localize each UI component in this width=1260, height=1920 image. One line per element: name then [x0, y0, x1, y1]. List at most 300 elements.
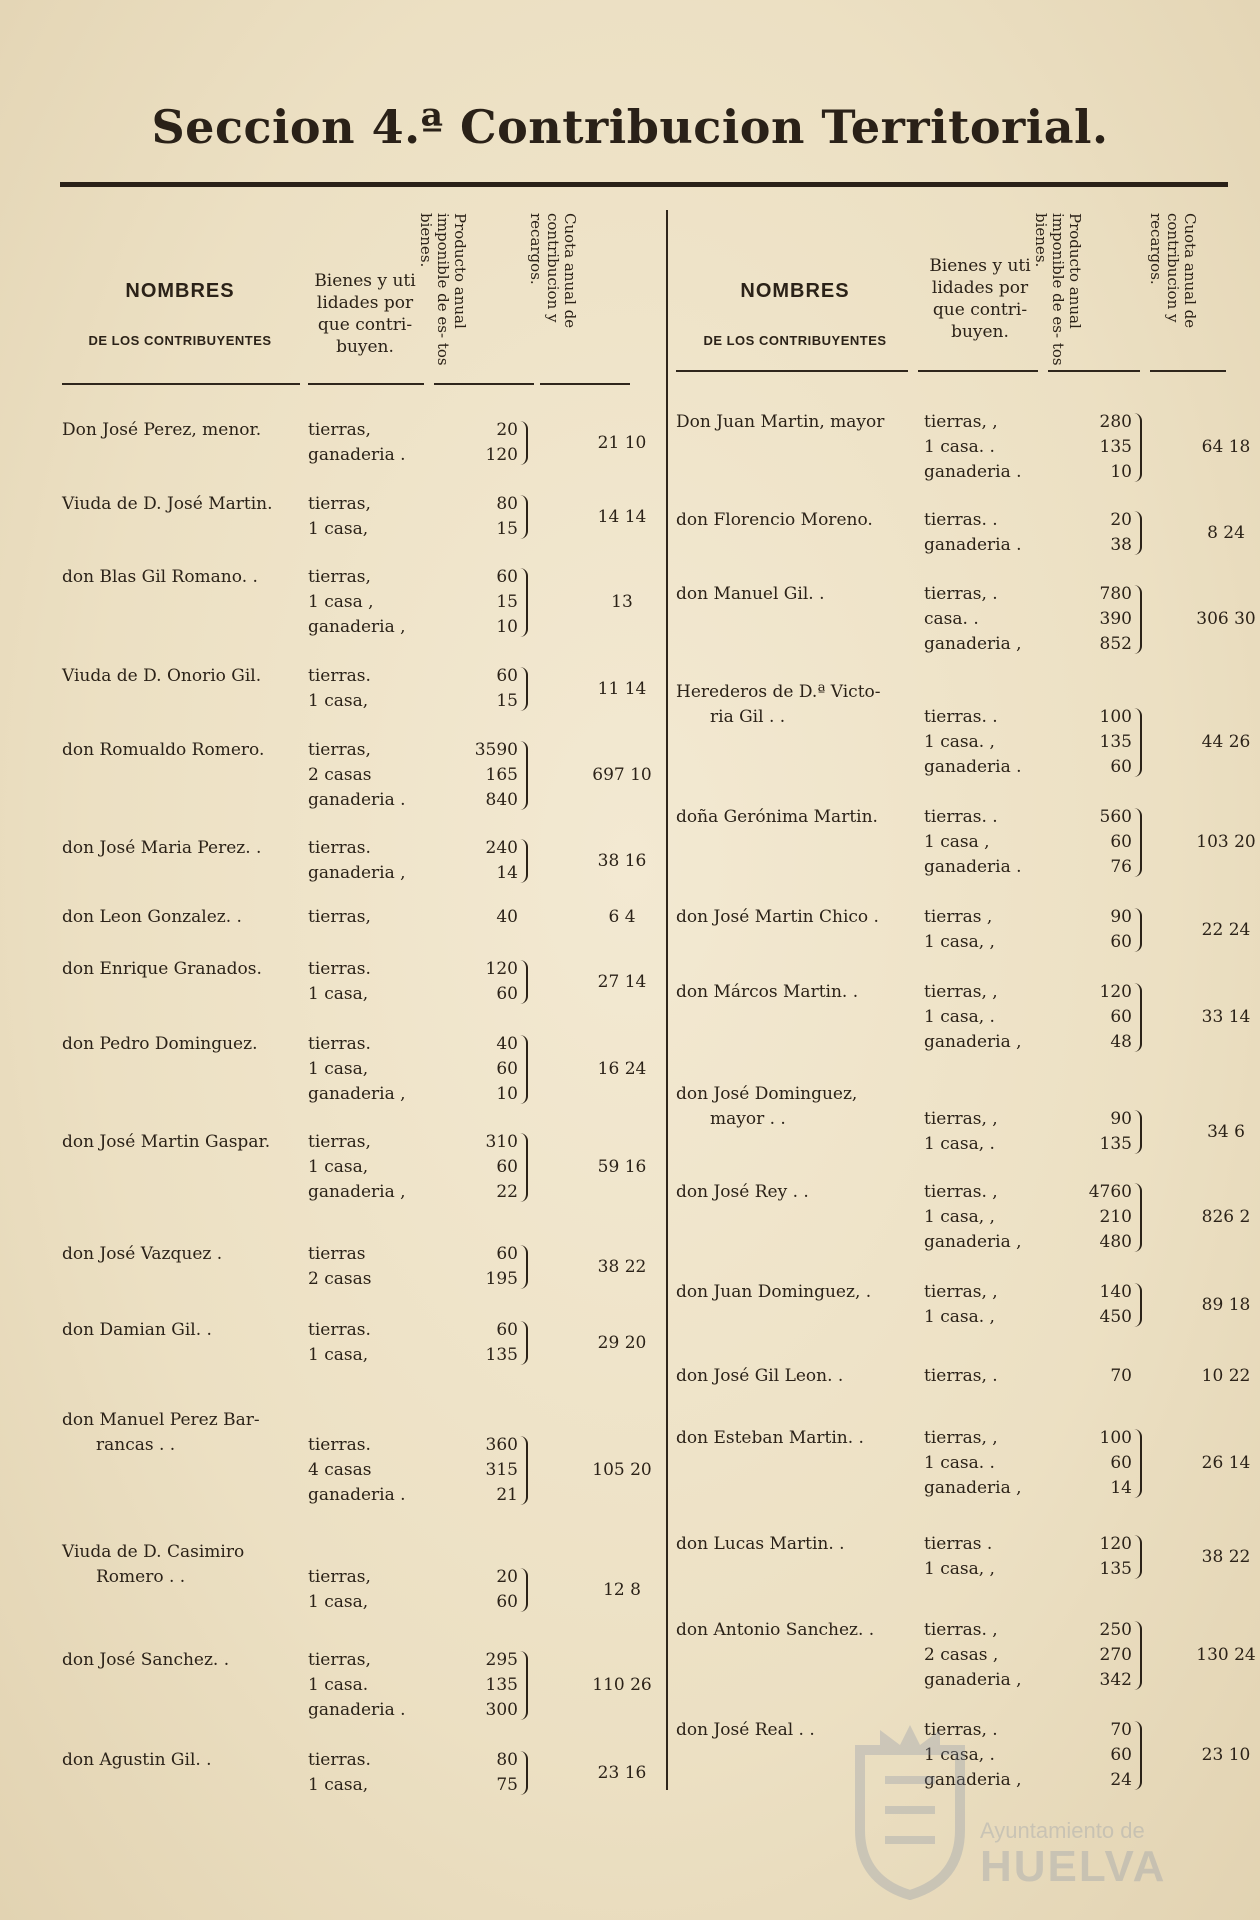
- contributor-name: [676, 905, 879, 930]
- brace-mark: [520, 495, 528, 539]
- property-item: 1 casa,: [308, 1157, 369, 1177]
- brace-mark: [1134, 708, 1142, 777]
- property-item: tierras, ,: [924, 1109, 998, 1129]
- property-items: [308, 957, 371, 1007]
- product-values: [460, 1032, 518, 1107]
- names-header-subtitle: DE LOS CONTRIBUYENTES: [88, 333, 272, 348]
- property-item: ganaderia .: [924, 757, 1022, 777]
- property-item: ganaderia ,: [308, 863, 406, 883]
- cuota-value: 10 22: [1201, 1366, 1251, 1386]
- property-item: ganaderia ,: [924, 1670, 1022, 1690]
- property-item: tierras, .: [924, 584, 998, 604]
- contributor-name: [676, 1280, 871, 1305]
- product-value: 135: [485, 1675, 518, 1695]
- cuota-value: 12 8: [603, 1579, 641, 1600]
- cuota-value: 13: [611, 592, 633, 612]
- entry-row: [62, 1032, 647, 1122]
- contributor-name-line: don José Martin Gaspar.: [62, 1132, 271, 1152]
- property-item: 1 casa, .: [924, 1007, 995, 1027]
- product-value: 60: [1110, 1007, 1132, 1027]
- right-header-rule: [1048, 370, 1140, 372]
- contributor-name: [676, 805, 878, 830]
- brace-mark: [1134, 1621, 1142, 1690]
- property-item: ganaderia .: [308, 445, 406, 465]
- names-header: [60, 205, 300, 383]
- contributor-name-line: don Manuel Perez Bar-: [62, 1410, 260, 1430]
- product-value: 20: [1110, 510, 1132, 530]
- product-value: 70: [1110, 1366, 1132, 1386]
- property-item: 1 casa,: [308, 1345, 369, 1365]
- property-items: [924, 1180, 1022, 1255]
- entry-row: [62, 1648, 652, 1738]
- product-values: [1074, 905, 1132, 955]
- property-items: [308, 418, 406, 468]
- property-item: ganaderia ,: [924, 1232, 1022, 1252]
- contributor-name: [62, 836, 261, 861]
- property-items: [924, 1364, 998, 1389]
- property-item: 1 casa. ,: [924, 732, 995, 752]
- property-items: [924, 805, 1022, 880]
- product-values: [460, 905, 518, 930]
- product-value: 100: [1099, 707, 1132, 727]
- left-header-rule: [434, 383, 534, 385]
- product-values: [460, 1318, 518, 1368]
- property-item: 1 casa. .: [924, 437, 995, 457]
- brace-mark: [520, 1321, 528, 1365]
- product-value: 90: [1110, 907, 1132, 927]
- contributor-name-line: don José Rey . .: [676, 1182, 809, 1202]
- entry-row: [676, 1426, 1251, 1516]
- property-item: ganaderia ,: [924, 634, 1022, 654]
- cuota-value: 38 22: [597, 1256, 647, 1277]
- product-value: 310: [485, 1132, 518, 1152]
- product-value: 60: [1110, 832, 1132, 852]
- cuota-value: 103 20: [1196, 832, 1256, 852]
- brace-mark: [1134, 908, 1142, 952]
- property-item: tierras,: [308, 494, 371, 514]
- cuota-value: 8 24: [1207, 522, 1245, 543]
- contributor-name-line: don José Real . .: [676, 1720, 815, 1740]
- contributor-name-line: don Florencio Moreno.: [676, 510, 873, 530]
- bienes-header: Bienes y uti lidades por que contri- buyen.: [314, 271, 416, 357]
- product-value: 60: [1110, 757, 1132, 777]
- product-value: 70: [1110, 1720, 1132, 1740]
- product-value: 90: [1110, 1109, 1132, 1129]
- product-value: 360: [485, 1435, 518, 1455]
- entry-row: [62, 1408, 652, 1505]
- property-item: ganaderia ,: [924, 1770, 1022, 1790]
- product-values: [460, 957, 518, 1007]
- right-header-rule: [1150, 370, 1226, 372]
- left-header: [60, 205, 640, 383]
- product-value: 390: [1099, 609, 1132, 629]
- property-item: tierras,: [308, 1132, 371, 1152]
- property-item: 1 casa, ,: [924, 1207, 995, 1227]
- names-header-title: NOMBRES: [125, 280, 235, 302]
- contributor-name: [676, 1618, 874, 1643]
- property-item: ganaderia .: [924, 535, 1022, 555]
- cuota-value: 44 26: [1201, 732, 1251, 752]
- product-values: [1074, 1107, 1132, 1157]
- brace-mark: [520, 1133, 528, 1202]
- contributor-name-line: don José Gil Leon. .: [676, 1366, 844, 1386]
- contributor-name: [62, 1408, 260, 1458]
- producto-header: Producto anual imponible de es- tos bienes.: [417, 213, 469, 366]
- product-value: 840: [485, 790, 518, 810]
- property-items: [924, 1426, 1022, 1501]
- brace-mark: [1134, 413, 1142, 482]
- entry-row: [676, 1082, 1245, 1172]
- product-value: 75: [496, 1775, 518, 1795]
- contributor-name: [62, 1032, 257, 1057]
- product-values: [460, 1648, 518, 1723]
- product-value: 240: [485, 838, 518, 858]
- product-value: 210: [1099, 1207, 1132, 1227]
- property-item: tierras.: [308, 959, 371, 979]
- product-values: [460, 565, 518, 640]
- property-item: tierras. .: [924, 707, 998, 727]
- property-item: ganaderia .: [924, 462, 1022, 482]
- contributor-name-line: doña Gerónima Martin.: [676, 807, 878, 827]
- contributor-name: [62, 492, 273, 517]
- brace-mark: [520, 960, 528, 1004]
- product-value: 120: [485, 959, 518, 979]
- contributor-name: [676, 1532, 845, 1557]
- contributor-name-line: Don Juan Martin, mayor: [676, 412, 885, 432]
- brace-mark: [1134, 808, 1142, 877]
- property-item: tierras. .: [924, 510, 998, 530]
- brace-mark: [520, 1035, 528, 1104]
- property-item: 1 casa ,: [924, 832, 990, 852]
- product-value: 135: [485, 1345, 518, 1365]
- entry-row: [676, 1618, 1256, 1708]
- brace-mark: [520, 839, 528, 883]
- property-item: tierras, ,: [924, 1282, 998, 1302]
- property-item: tierras .: [924, 1534, 993, 1554]
- property-item: tierras, .: [924, 1720, 998, 1740]
- brace-mark: [520, 741, 528, 810]
- product-value: 60: [496, 1059, 518, 1079]
- brace-mark: [1134, 1535, 1142, 1579]
- property-items: [308, 836, 406, 886]
- entry-row: [676, 582, 1256, 672]
- brace-mark: [520, 667, 528, 711]
- product-values: [460, 1748, 518, 1798]
- property-item: tierras. ,: [924, 1620, 998, 1640]
- product-value: 60: [496, 984, 518, 1004]
- cuota-value: 38 22: [1201, 1546, 1251, 1567]
- property-items: [924, 1280, 998, 1330]
- product-value: 450: [1099, 1307, 1132, 1327]
- contributor-name: [62, 738, 264, 763]
- property-item: casa. .: [924, 609, 979, 629]
- product-values: [460, 418, 518, 468]
- cuota-value: 64 18: [1201, 437, 1251, 457]
- product-value: 300: [485, 1700, 518, 1720]
- product-value: 100: [1099, 1428, 1132, 1448]
- product-value: 14: [496, 863, 518, 883]
- contributor-name: [676, 1180, 809, 1205]
- product-values: [1074, 805, 1132, 880]
- property-item: ganaderia ,: [308, 1182, 406, 1202]
- entry-row: [676, 1180, 1251, 1270]
- product-value: 60: [496, 1592, 518, 1612]
- property-item: tierras, ,: [924, 982, 998, 1002]
- contributor-name-line: don Antonio Sanchez. .: [676, 1620, 875, 1640]
- product-value: 120: [485, 445, 518, 465]
- product-values: [1074, 1618, 1132, 1693]
- cuota-value: 23 10: [1201, 1745, 1251, 1765]
- property-item: tierras,: [308, 420, 371, 440]
- contributor-name: [676, 1082, 857, 1132]
- contributor-name: [62, 664, 261, 689]
- property-item: 1 casa, ,: [924, 1559, 995, 1579]
- property-item: tierras, ,: [924, 1428, 998, 1448]
- entry-row: [676, 805, 1256, 895]
- product-value: 60: [496, 1320, 518, 1340]
- product-values: [1074, 705, 1132, 780]
- product-values: [1074, 980, 1132, 1055]
- names-header: [675, 205, 915, 383]
- cuota-value: 130 24: [1196, 1645, 1256, 1665]
- product-value: 4760: [1088, 1182, 1132, 1202]
- contributor-name: [62, 418, 261, 443]
- cuota-value: 306 30: [1196, 609, 1256, 629]
- product-value: 135: [1099, 437, 1132, 457]
- property-items: [924, 1107, 998, 1157]
- property-item: ganaderia ,: [308, 1084, 406, 1104]
- product-values: [1074, 1364, 1132, 1389]
- product-value: 315: [485, 1460, 518, 1480]
- property-item: 1 casa. ,: [924, 1307, 995, 1327]
- contributor-name-line: don José Martin Chico .: [676, 907, 879, 927]
- brace-mark: [520, 1751, 528, 1795]
- product-values: [460, 738, 518, 813]
- contributor-name-line: Viuda de D. Casimiro: [62, 1542, 245, 1562]
- property-item: 4 casas: [308, 1460, 372, 1480]
- watermark-line2: HUELVA: [980, 1842, 1167, 1891]
- cuota-value: 16 24: [597, 1059, 647, 1079]
- property-items: [308, 1648, 406, 1723]
- product-values: [1074, 1426, 1132, 1501]
- right-header-rule: [676, 370, 908, 372]
- product-value: 10: [496, 1084, 518, 1104]
- entry-row: [62, 565, 642, 655]
- cuota-header: Cuota anual de contribucion y recargos.: [1147, 213, 1199, 329]
- contributor-name: [676, 508, 873, 533]
- product-value: 60: [1110, 1453, 1132, 1473]
- property-item: tierras, .: [924, 1366, 998, 1386]
- property-items: [308, 1565, 371, 1615]
- contributor-name-line: Viuda de D. José Martin.: [62, 494, 273, 514]
- property-item: 1 casa, .: [924, 1134, 995, 1154]
- left-header-rule: [540, 383, 630, 385]
- property-items: [308, 1242, 371, 1292]
- property-item: tierras.: [308, 666, 371, 686]
- property-item: tierras,: [308, 907, 371, 927]
- entry-row: [62, 1318, 647, 1408]
- product-value: 295: [485, 1650, 518, 1670]
- property-items: [924, 1532, 995, 1582]
- right-header-rule: [918, 370, 1038, 372]
- contributor-name: [62, 1748, 212, 1773]
- product-value: 250: [1099, 1620, 1132, 1640]
- contributor-name: [676, 1718, 815, 1743]
- cuota-value: 826 2: [1201, 1207, 1251, 1227]
- product-value: 38: [1110, 535, 1132, 555]
- cuota-value: 14 14: [597, 506, 647, 527]
- brace-mark: [1134, 585, 1142, 654]
- property-item: ganaderia .: [924, 857, 1022, 877]
- contributor-name-line: don Lucas Martin. .: [676, 1534, 845, 1554]
- property-item: ganaderia .: [308, 790, 406, 810]
- watermark: [850, 1720, 1230, 1910]
- contributor-name: [676, 1364, 843, 1389]
- cuota-value: 6 4: [608, 907, 636, 927]
- contributor-name: [62, 1540, 244, 1590]
- product-value: 852: [1099, 634, 1132, 654]
- product-value: 60: [496, 567, 518, 587]
- product-value: 165: [485, 765, 518, 785]
- property-item: tierras,: [308, 1650, 371, 1670]
- product-value: 60: [496, 1244, 518, 1264]
- cuota-value: 23 16: [597, 1762, 647, 1783]
- contributor-name: [676, 980, 858, 1005]
- product-value: 14: [1110, 1478, 1132, 1498]
- contributor-name-line: rancas . .: [96, 1435, 176, 1455]
- title-rule: [60, 182, 1228, 187]
- contributor-name-line: don José Dominguez,: [676, 1084, 858, 1104]
- contributor-name-line: ria Gil . .: [710, 707, 786, 727]
- contributor-name: [62, 905, 242, 930]
- brace-mark: [520, 1568, 528, 1612]
- product-value: 80: [496, 1750, 518, 1770]
- product-value: 20: [496, 420, 518, 440]
- product-values: [460, 1242, 518, 1292]
- property-items: [924, 980, 1022, 1055]
- product-value: 195: [485, 1269, 518, 1289]
- property-items: [924, 905, 995, 955]
- page-title: Seccion 4.ª Contribucion Territorial.: [151, 100, 1109, 154]
- product-value: 280: [1099, 412, 1132, 432]
- contributor-name: [676, 1426, 864, 1451]
- property-item: 1 casa,: [308, 984, 369, 1004]
- contributor-name: [676, 410, 884, 435]
- entry-row: [676, 1280, 1251, 1370]
- property-items: [924, 508, 1022, 558]
- product-value: 3590: [474, 740, 518, 760]
- cuota-value: 26 14: [1201, 1453, 1251, 1473]
- contributor-name-line: don Agustin Gil. .: [62, 1750, 212, 1770]
- product-value: 780: [1099, 584, 1132, 604]
- property-item: ganaderia .: [308, 1485, 406, 1505]
- property-item: 1 casa, ,: [924, 932, 995, 952]
- brace-mark: [1134, 983, 1142, 1052]
- contributor-name-line: don José Maria Perez. .: [62, 838, 262, 858]
- property-items: [308, 1318, 371, 1368]
- property-item: 1 casa ,: [308, 592, 374, 612]
- property-item: tierras.: [308, 1034, 371, 1054]
- product-value: 40: [496, 1034, 518, 1054]
- product-value: 48: [1110, 1032, 1132, 1052]
- cuota-value: 34 6: [1207, 1121, 1245, 1142]
- contributor-name-line: don José Sanchez. .: [62, 1650, 230, 1670]
- product-value: 60: [496, 666, 518, 686]
- contributor-name-line: don Esteban Martin. .: [676, 1428, 864, 1448]
- left-header-rule: [62, 383, 300, 385]
- property-items: [308, 738, 406, 813]
- contributor-name-line: Romero . .: [96, 1567, 186, 1587]
- entry-row: [62, 738, 652, 828]
- product-value: 15: [496, 519, 518, 539]
- contributor-name-line: Viuda de D. Onorio Gil.: [62, 666, 262, 686]
- property-item: tierras.: [308, 1320, 371, 1340]
- product-value: 24: [1110, 1770, 1132, 1790]
- entry-row: [676, 1532, 1251, 1622]
- brace-mark: [520, 1245, 528, 1289]
- left-header-rule: [308, 383, 424, 385]
- property-item: 1 casa,: [308, 1592, 369, 1612]
- brace-mark: [520, 1436, 528, 1505]
- product-value: 120: [1099, 1534, 1132, 1554]
- product-values: [460, 1433, 518, 1508]
- cuota-value: 105 20: [592, 1460, 652, 1480]
- product-value: 135: [1099, 732, 1132, 752]
- brace-mark: [1134, 511, 1142, 555]
- cuota-value: 38 16: [597, 850, 647, 871]
- entry-row: [676, 410, 1251, 500]
- product-value: 560: [1099, 807, 1132, 827]
- product-value: 76: [1110, 857, 1132, 877]
- property-item: tierras,: [308, 567, 371, 587]
- property-item: tierras.: [308, 1750, 371, 1770]
- contributor-name-line: Herederos de D.ª Victo-: [676, 682, 881, 702]
- product-value: 60: [1110, 932, 1132, 952]
- product-value: 60: [1110, 1745, 1132, 1765]
- contributor-name: [62, 1318, 212, 1343]
- contributor-name-line: don Leon Gonzalez. .: [62, 907, 242, 927]
- product-value: 135: [1099, 1559, 1132, 1579]
- brace-mark: [1134, 1183, 1142, 1252]
- property-item: ganaderia .: [308, 1700, 406, 1720]
- product-value: 135: [1099, 1134, 1132, 1154]
- contributor-name-line: don Manuel Gil. .: [676, 584, 825, 604]
- property-items: [308, 905, 371, 930]
- product-value: 10: [1110, 462, 1132, 482]
- contributor-name: [676, 582, 824, 607]
- contributor-name-line: don Romualdo Romero.: [62, 740, 265, 760]
- product-values: [1074, 1180, 1132, 1255]
- property-item: 2 casas ,: [924, 1645, 999, 1665]
- property-item: 1 casa,: [308, 691, 369, 711]
- right-header: [675, 205, 1235, 383]
- property-items: [308, 1130, 406, 1205]
- product-value: 21: [496, 1485, 518, 1505]
- product-values: [460, 836, 518, 886]
- property-item: tierras: [308, 1244, 366, 1264]
- product-value: 15: [496, 592, 518, 612]
- product-value: 140: [1099, 1282, 1132, 1302]
- property-item: ganaderia ,: [924, 1032, 1022, 1052]
- contributor-name-line: don Juan Dominguez, .: [676, 1282, 872, 1302]
- property-items: [308, 1433, 406, 1508]
- brace-mark: [1134, 1283, 1142, 1327]
- cuota-value: 29 20: [597, 1332, 647, 1353]
- property-items: [924, 1618, 1022, 1693]
- property-item: tierras,: [308, 740, 371, 760]
- property-item: 2 casas: [308, 1269, 372, 1289]
- product-value: 10: [496, 617, 518, 637]
